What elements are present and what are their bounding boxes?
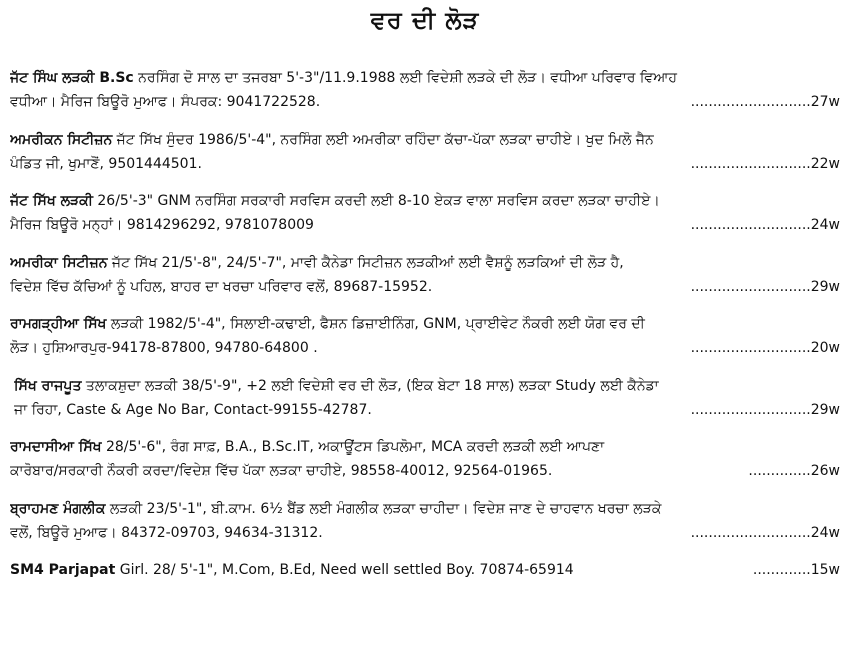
ad-text-cont: ਪੰਡਿਤ ਜੀ, ਖੁਮਾਣੋਂ, 9501444501. <box>10 155 202 172</box>
ad-code: ...........................27w <box>690 94 840 110</box>
ad-line-2 <box>10 90 840 114</box>
ad-line-1 <box>10 497 840 521</box>
ad-text: ਲੜਕੀ 23/5'-1", ਬੀ.ਕਾਮ. 6½ ਬੈਂਡ ਲਈ ਮੰਗਲੀਕ ਲੜਕਾ ਚਾਹੀਦਾ। ਵਿਦੇਸ਼ ਜਾਣ ਦੇ ਚਾਹਵਾਨ ਖਰਚਾ ਲੜਕੇ <box>105 500 662 517</box>
ad-lead: ਜੱਟ ਸਿੱਖ ਲੜਕੀ <box>10 193 93 209</box>
ad-code: ...........................29w <box>690 401 840 418</box>
ad-code: ...........................29w <box>690 278 840 295</box>
ad-entry <box>10 189 840 237</box>
ad-lead: ਅਮਰੀਕਨ ਸਿਟੀਜ਼ਨ <box>10 131 113 148</box>
ad-lead: ਸਿੱਖ ਰਾਜਪੂਤ <box>14 377 82 394</box>
ad-entry <box>10 251 840 299</box>
ad-code: ...........................22w <box>690 155 840 172</box>
ad-code: ...........................20w <box>690 340 840 356</box>
ad-text: Girl. 28/ 5'-1", M.Com, B.Ed, Need well settled Boy. 70874-65914 <box>115 562 574 578</box>
ad-text: ਤਲਾਕਸ਼ੁਦਾ ਲੜਕੀ 38/5'-9", +2 ਲਈ ਵਿਦੇਸ਼ੀ ਵਰ ਦੀ ਲੋੜ, (ਇਕ ਬੇਟਾ 18 ਸਾਲ) ਲੜਕਾ Study ਲਈ ਕੈਨੇਡਾ <box>81 377 659 394</box>
ad-text-cont: ਵਧੀਆ। ਮੈਰਿਜ ਬਿਊਰੋ ਮੁਆਫ। ਸੰਪਰਕ: 9041722528. <box>10 94 321 110</box>
ad-line-2 <box>10 459 840 483</box>
ad-code: ..............26w <box>748 463 840 479</box>
ad-text: ਲੜਕੀ 1982/5'-4", ਸਿਲਾਈ-ਕਢਾਈ, ਫੈਸ਼ਨ ਡਿਜ਼ਾਈਨਿੰਗ, GNM, ਪ੍ਰਾਈਵੇਟ ਨੌਕਰੀ ਲਈ ਯੋਗ ਵਰ ਦੀ <box>106 316 645 332</box>
ad-lead: ਰਾਮਦਾਸੀਆ ਸਿੱਖ <box>10 439 102 455</box>
ad-line-1 <box>10 558 840 582</box>
ad-line-2 <box>10 275 840 299</box>
ad-line-1 <box>10 128 840 152</box>
ad-line-2 <box>14 398 840 422</box>
ad-line-2 <box>10 213 840 237</box>
ad-code: ...........................24w <box>690 524 840 541</box>
ad-text: ਜੱਟ ਸਿੱਖ 21/5'-8", 24/5'-7", ਮਾਵੀ ਕੈਨੇਡਾ ਸਿਟੀਜ਼ਨ ਲੜਕੀਆਂ ਲਈ ਵੈਸ਼ਨੂੰ ਲੜਕਿਆਂ ਦੀ ਲੋੜ ਹੈ, <box>107 254 624 271</box>
ad-entry <box>10 435 840 483</box>
ad-text-cont: ਲੋੜ। ਹੁਸ਼ਿਆਰਪੁਰ-94178-87800, 94780-64800 . <box>10 340 318 356</box>
classified-ads-list <box>10 66 840 596</box>
ad-line-2 <box>10 521 840 545</box>
ad-text-cont: ਜਾ ਰਿਹਾ, Caste & Age No Bar, Contact-99155-42787. <box>14 401 372 418</box>
ad-text: 26/5'-3" GNM ਨਰਸਿੰਗ ਸਰਕਾਰੀ ਸਰਵਿਸ ਕਰਦੀ ਲਈ 8-10 ਏਕੜ ਵਾਲਾ ਸਰਵਿਸ ਕਰਦਾ ਲੜਕਾ ਚਾਹੀਏ। <box>92 193 660 209</box>
ad-lead: ਰਾਮਗੜ੍ਹੀਆ ਸਿੱਖ <box>10 316 107 332</box>
ad-text-cont: ਵਿਦੇਸ਼ ਵਿੱਚ ਕੱਚਿਆਂ ਨੂੰ ਪਹਿਲ, ਬਾਹਰ ਦਾ ਖਰਚਾ ਪਰਿਵਾਰ ਵਲੋਂ, 89687-15952. <box>10 278 433 295</box>
ad-entry <box>10 558 840 582</box>
ad-line-1 <box>10 66 840 90</box>
ad-line-2 <box>10 336 840 360</box>
ad-lead: ਬ੍ਰਾਹਮਣ ਮੰਗਲੀਕ <box>10 500 106 517</box>
ad-code: ...........................24w <box>690 217 840 233</box>
ad-line-1 <box>10 189 840 213</box>
ad-line-1 <box>10 312 840 336</box>
ad-line-1 <box>10 251 840 275</box>
ad-line-1 <box>14 374 840 398</box>
ad-entry <box>10 66 840 114</box>
ad-lead: SM4 Parjapat <box>10 562 116 578</box>
ad-text: ਨਰਸਿੰਗ ਦੋ ਸਾਲ ਦਾ ਤਜਰਬਾ 5'-3"/11.9.1988 ਲਈ ਵਿਦੇਸ਼ੀ ਲੜਕੇ ਦੀ ਲੋੜ। ਵਧੀਆ ਪਰਿਵਾਰ ਵਿਆਹ <box>133 70 678 86</box>
ad-text-cont: ਮੈਰਿਜ ਬਿਊਰੋ ਮਨ੍ਹਾਂ। 9814296292, 9781078009 <box>10 217 314 233</box>
ad-text-cont: ਵਲੋਂ, ਬਿਊਰੋ ਮੁਆਫ। 84372-09703, 94634-31312. <box>10 524 323 541</box>
ad-line-2 <box>10 152 840 176</box>
ad-entry <box>10 128 840 176</box>
ad-text: ਜੱਟ ਸਿੱਖ ਸੁੰਦਰ 1986/5'-4", ਨਰਸਿੰਗ ਲਈ ਅਮਰੀਕਾ ਰਹਿੰਦਾ ਕੱਚਾ-ਪੱਕਾ ਲੜਕਾ ਚਾਹੀਏ। ਖੁਦ ਮਿਲੋ ਜੈਨ <box>112 131 654 148</box>
ad-entry <box>10 374 840 422</box>
ad-lead: ਅਮਰੀਕਾ ਸਿਟੀਜ਼ਨ <box>10 254 108 271</box>
ad-code: .............15w <box>752 562 840 578</box>
page-title: ਵਰ ਦੀ ਲੋੜ <box>370 6 480 34</box>
ad-entry <box>10 312 840 360</box>
ad-line-1 <box>10 435 840 459</box>
ad-text-cont: ਕਾਰੋਬਾਰ/ਸਰਕਾਰੀ ਨੌਕਰੀ ਕਰਦਾ/ਵਿਦੇਸ਼ ਵਿੱਚ ਪੱਕਾ ਲੜਕਾ ਚਾਹੀਏ, 98558-40012, 92564-01965. <box>10 463 553 479</box>
ad-lead: ਜੱਟ ਸਿੰਘ ਲੜਕੀ B.Sc <box>10 70 134 86</box>
ad-entry <box>10 497 840 545</box>
ad-text: 28/5'-6", ਰੰਗ ਸਾਫ਼, B.A., B.Sc.IT, ਅਕਾਊਂਟਸ ਡਿਪਲੋਮਾ, MCA ਕਰਦੀ ਲੜਕੀ ਲਈ ਆਪਣਾ <box>101 439 605 455</box>
